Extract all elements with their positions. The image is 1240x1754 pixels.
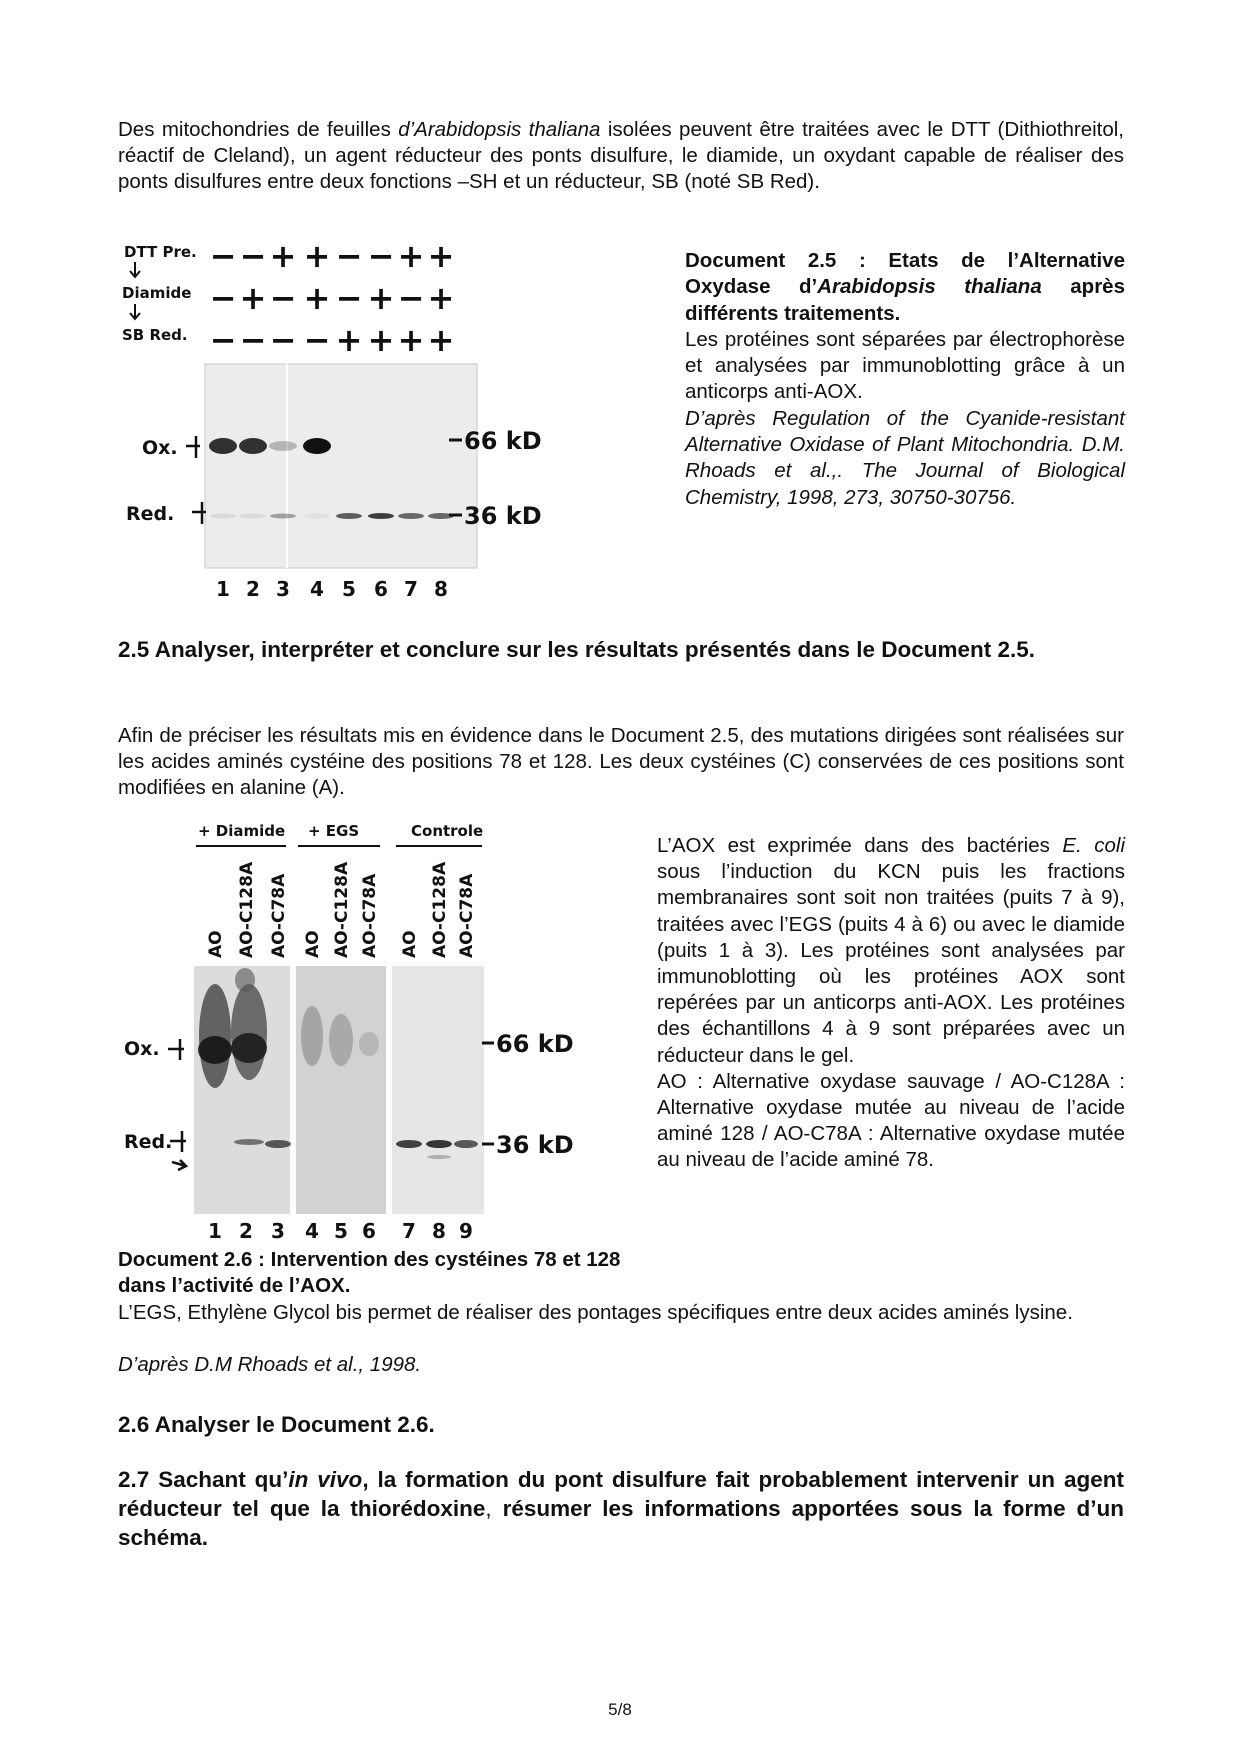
group-label-egs: + EGS xyxy=(308,822,360,840)
group-label-diamide: + Diamide xyxy=(198,822,286,840)
band-ox-lane-3 xyxy=(269,441,297,451)
treatment-sign: − xyxy=(239,240,267,275)
lane-number: 9 xyxy=(459,1219,473,1243)
doc26-legend: AO : Alternative oxydase sauvage / AO-C128A : Alternative oxydase mutée au niveau de l’acide aminé 128 / AO-C78A : Alternative oxydase mutée au niveau de l’acide aminé 78. xyxy=(657,1069,1125,1172)
row-label-dtt: DTT Pre. xyxy=(124,243,197,261)
treatment-sign: + xyxy=(335,321,363,359)
lane-sample-name: AO-C128A xyxy=(430,861,450,958)
doc26-caption-body: L’EGS, Ethylène Glycol bis permet de réaliser des pontages spécifiques entre deux acides aminés lysine. xyxy=(118,1301,1073,1324)
treatment-sign: − xyxy=(335,240,363,275)
arrow-right-icon xyxy=(172,1160,186,1170)
treatment-sign: + xyxy=(269,240,297,275)
lane-number: 8 xyxy=(432,1219,446,1243)
treatment-sign: − xyxy=(335,279,363,317)
treatment-sign: − xyxy=(269,321,297,359)
doc26-caption-title: Document 2.6 : Intervention des cystéines 78 et 128 dans l’activité de l’AOX. xyxy=(118,1248,621,1297)
group-label-controle: Controle xyxy=(411,822,484,840)
lane-number: 3 xyxy=(271,1219,285,1243)
lane-sample-name: AO xyxy=(400,930,420,958)
band-label-ox: Ox. xyxy=(124,1038,160,1060)
page-number: 5/8 xyxy=(608,1700,632,1719)
band-lane4-ox xyxy=(301,1006,323,1066)
band-red-lane-4 xyxy=(304,514,330,519)
doc25-blot-figure xyxy=(118,240,628,612)
band-lane2-top xyxy=(235,968,255,992)
lane-number: 3 xyxy=(276,577,290,601)
lane-number: 4 xyxy=(305,1219,319,1243)
lane-number: 1 xyxy=(216,577,230,601)
band-label-red: Red. xyxy=(124,1131,173,1153)
treatment-sign: − xyxy=(209,279,237,317)
question-2-5: 2.5 Analyser, interpréter et conclure sur les résultats présentés dans le Document 2.5. xyxy=(118,637,1036,662)
doc25-blot xyxy=(118,240,628,612)
treatment-sign: − xyxy=(269,279,297,317)
lane-sample-name: AO xyxy=(303,930,323,958)
band-lane8-lower xyxy=(427,1155,451,1159)
band-red-lane-6 xyxy=(368,513,394,519)
doc25-title: Document 2.5 : Etats de l’Alternative Oxydase d’Arabidopsis thaliana après différents traitements. xyxy=(685,249,1125,325)
band-label-ox: Ox. xyxy=(142,437,178,459)
treatment-sign: + xyxy=(303,279,331,317)
doc26-side-text: L’AOX est exprimée dans des bactéries E. coli sous l’induction du KCN puis les fractions membranaires sont soit non traitées (puits 7 à 9), traitées avec l’EGS (puits 4 à 6) ou avec le diamide (puits 1 à 3). Les protéines sont analysées par immunoblotting où les protéines AOX sont repérées par un anticorps anti-AOX. Les protéines des échantillons 4 à 9 sont préparées avec un réducteur dans le gel. AO : Alternative oxydase sauvage / AO-C128A : Alternative oxydase mutée au niveau de l’acide aminé 128 / AO-C78A : Alternative oxydase mutée au niveau de l’acide aminé 78. xyxy=(657,834,1126,1172)
band-lane2-ox xyxy=(231,1033,267,1063)
question-2-6: 2.6 Analyser le Document 2.6. xyxy=(118,1412,435,1437)
doc25-reference: D’après Regulation of the Cyanide-resistant Alternative Oxidase of Plant Mitochondria. D.M. Rhoads et al.,. The Journal of Biological Chemistry, 1998, 273, 30750-30756. xyxy=(685,406,1125,509)
marker-36-label: 36 kD xyxy=(464,502,542,530)
arrow-down-icon xyxy=(130,304,140,319)
lane-number: 7 xyxy=(402,1219,416,1243)
lane-sample-name: AO-C128A xyxy=(237,861,257,958)
lane-sample-name: AO-C78A xyxy=(360,873,380,958)
row-label-diamide: Diamide xyxy=(122,284,192,302)
doc26-blot xyxy=(118,818,618,1244)
band-red-lane-3 xyxy=(270,514,296,519)
lane-number: 1 xyxy=(208,1219,222,1243)
band-lane5-ox xyxy=(329,1014,353,1066)
lane-number: 5 xyxy=(342,577,356,601)
band-red-lane-2 xyxy=(240,514,266,519)
question-2-7: 2.7 Sachant qu’in vivo, la formation du pont disulfure fait probablement intervenir un agent réducteur tel que la thiorédoxine, résumer les informations apportées sous la forme d’un schéma. xyxy=(118,1467,1124,1550)
lane-number: 4 xyxy=(310,577,324,601)
lane-sample-name: AO-C128A xyxy=(332,861,352,958)
band-lane1-ox xyxy=(198,1036,232,1064)
doc25-caption xyxy=(685,248,1125,511)
intro-paragraph: Des mitochondries de feuilles d’Arabidopsis thaliana isolées peuvent être traitées avec le DTT (Dithiothreitol, réactif de Cleland), un agent réducteur des ponts disulfure, le diamide, un oxydant capable de réaliser des ponts disulfures entre deux fonctions –SH et un réducteur, SB (noté SB Red). xyxy=(118,118,1125,193)
doc26-caption-reference: D’après D.M Rhoads et al., 1998. xyxy=(118,1353,422,1376)
lane-number: 7 xyxy=(404,577,418,601)
treatment-sign: + xyxy=(367,321,395,359)
treatment-sign: + xyxy=(427,321,455,359)
band-lane9-red xyxy=(454,1140,478,1148)
band-lane6-ox xyxy=(359,1032,379,1056)
doc25-gel-membrane xyxy=(205,364,477,568)
lane-sample-name: AO-C78A xyxy=(269,873,289,958)
marker-66-label: 66 kD xyxy=(496,1030,574,1058)
treatment-sign: + xyxy=(427,240,455,275)
treatment-sign: − xyxy=(367,240,395,275)
lane-number: 2 xyxy=(239,1219,253,1243)
band-ox-lane-4 xyxy=(303,438,331,454)
treatment-sign: − xyxy=(209,240,237,275)
band-red-lane-1 xyxy=(210,514,236,519)
treatment-sign: − xyxy=(239,321,267,359)
treatment-sign: + xyxy=(303,240,331,275)
arrow-down-icon xyxy=(130,262,140,277)
red-pointer-icon xyxy=(170,1131,186,1152)
red-pointer-icon xyxy=(192,502,206,524)
lane-number: 8 xyxy=(434,577,448,601)
treatment-sign: + xyxy=(239,279,267,317)
marker-66-label: 66 kD xyxy=(464,427,542,455)
treatment-sign: + xyxy=(397,321,425,359)
doc25-body: Les protéines sont séparées par électrophorèse et analysées par immunoblotting grâce à un anticorps anti-AOX. xyxy=(685,327,1125,404)
treatment-sign: + xyxy=(397,240,425,275)
lane-number: 2 xyxy=(246,577,260,601)
band-red-lane-5 xyxy=(336,513,362,519)
band-lane8-red xyxy=(426,1140,452,1148)
row-label-sbred: SB Red. xyxy=(122,326,188,344)
lane-number: 5 xyxy=(334,1219,348,1243)
treatment-sign: − xyxy=(397,279,425,317)
ox-pointer-icon xyxy=(168,1039,184,1060)
band-lane2-red xyxy=(234,1139,264,1145)
band-lane3-red xyxy=(265,1140,291,1148)
ox-pointer-icon xyxy=(186,436,200,458)
band-label-red: Red. xyxy=(126,503,175,525)
band-lane7-red xyxy=(396,1140,422,1148)
band-ox-lane-2 xyxy=(239,438,267,454)
lane-sample-name: AO xyxy=(206,930,226,958)
lane-number: 6 xyxy=(362,1219,376,1243)
band-ox-lane-1 xyxy=(209,438,237,454)
mutation-paragraph: Afin de préciser les résultats mis en évidence dans le Document 2.5, des mutations dirigées sont réalisées sur les acides aminés cystéine des positions 78 et 128. Les deux cystéines (C) conservées de ces positions sont modifiées en alanine (A). xyxy=(118,724,1124,799)
doc26-blot-figure xyxy=(118,818,618,1244)
lane-number: 6 xyxy=(374,577,388,601)
marker-36-label: 36 kD xyxy=(496,1131,574,1159)
treatment-sign: − xyxy=(303,321,331,359)
treatment-sign: + xyxy=(367,279,395,317)
doc26-panel-controle xyxy=(392,966,484,1214)
treatment-sign: − xyxy=(209,321,237,359)
treatment-sign: + xyxy=(427,279,455,317)
doc26-panel-egs xyxy=(296,966,386,1214)
band-lane2-ox-smear xyxy=(231,984,267,1080)
band-red-lane-7 xyxy=(398,513,424,519)
lane-sample-name: AO-C78A xyxy=(457,873,477,958)
